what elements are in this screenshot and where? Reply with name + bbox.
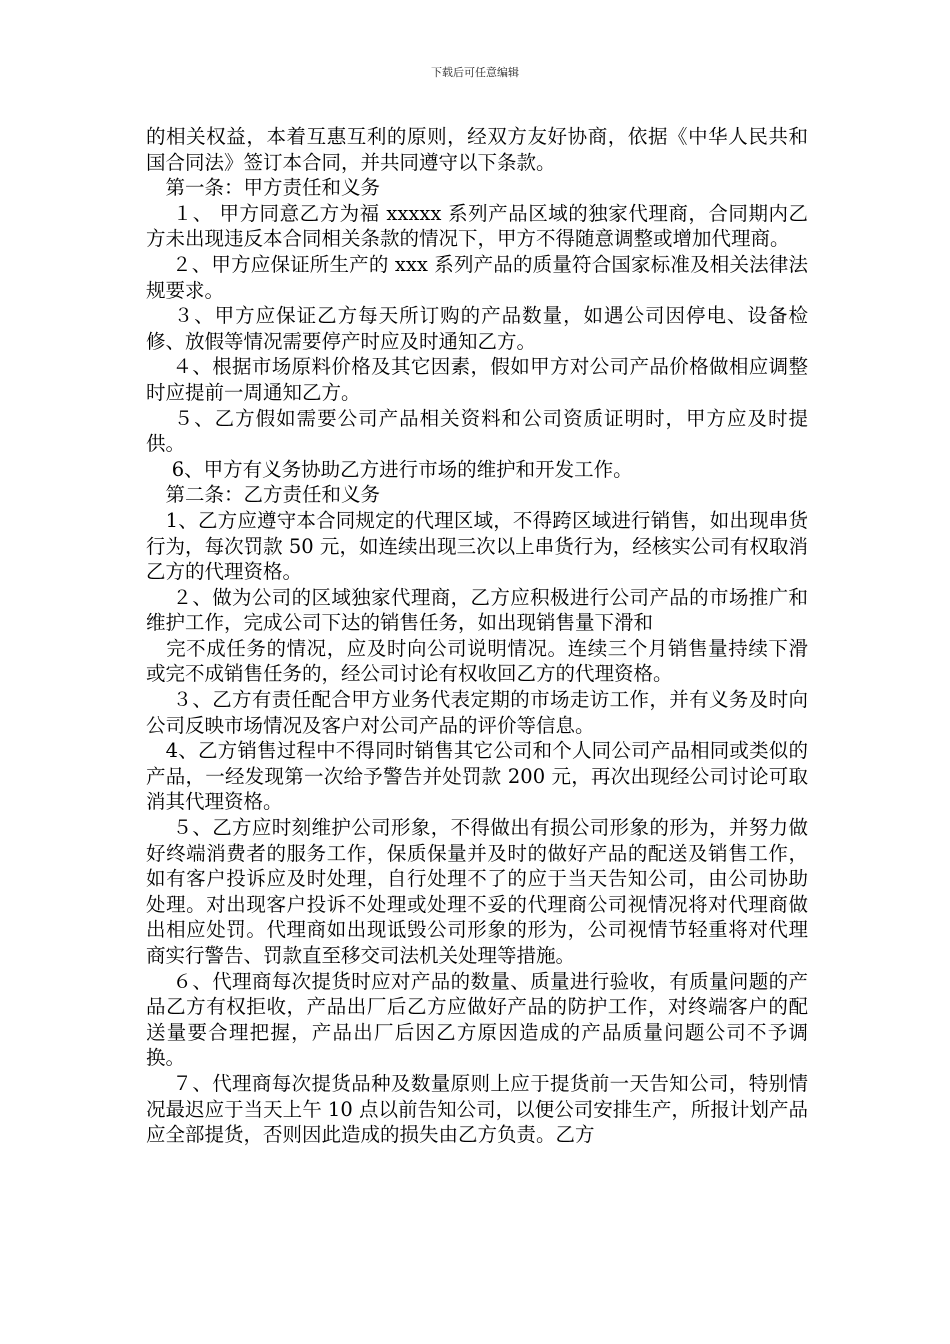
clause-b-1: 1、乙方应遵守本合同规定的代理区域，不得跨区域进行销售，如出现串货行为，每次罚款 50 元，如连续出现三次以上串货行为，经核实公司有权取消乙方的代理资格。 bbox=[146, 508, 808, 584]
clause-b-3: ３、乙方有责任配合甲方业务代表定期的市场走访工作，并有义务及时向公司反映市场情况及客户对公司产品的评价等信息。 bbox=[146, 688, 808, 737]
clause-a-6: 6、甲方有义务协助乙方进行市场的维护和开发工作。 bbox=[146, 457, 633, 481]
section-heading-party-a: 第一条：甲方责任和义务 bbox=[146, 176, 381, 200]
clause-a-5: ５、乙方假如需要公司产品相关资料和公司资质证明时，甲方应及时提供。 bbox=[146, 406, 808, 456]
clause-a-3: ３、甲方应保证乙方每天所订购的产品数量，如遇公司因停电、设备检修、放假等情况需要停产时应及时通知乙方。 bbox=[146, 304, 808, 353]
clause-b-2: ２、做为公司的区域独家代理商，乙方应积极进行公司产品的市场推广和维护工作，完成公司下达的销售任务，如出现销售量下滑和 bbox=[146, 585, 808, 635]
clause-b-2-cont: 完不成任务的情况，应及时向公司说明情况。连续三个月销售量持续下滑或完不成销售任务的，经公司讨论有权收回乙方的代理资格。 bbox=[146, 636, 808, 686]
clause-b-6: ６、代理商每次提货时应对产品的数量、质量进行验收，有质量问题的产品乙方有权拒收，产品出厂后乙方应做好产品的防护工作，对终端客户的配送量要合理把握，产品出厂后因乙方原因造成的产品质量问题公司不予调换。 bbox=[146, 969, 808, 1070]
clause-b-4: 4、乙方销售过程中不得同时销售其它公司和个人同公司产品相同或类似的产品，一经发现第一次给予警告并处罚款 200 元，再次出现经公司讨论可取消其代理资格。 bbox=[146, 739, 808, 814]
clause-b-7: ７、代理商每次提货品种及数量原则上应于提货前一天告知公司，特别情况最迟应于当天上午 10 点以前告知公司，以便公司安排生产，所报计划产品应全部提货，否则因此造成的损失由乙方负责。乙方 bbox=[146, 1071, 808, 1147]
paragraph-intro: 的相关权益，本着互惠互利的原则，经双方友好协商，依据《中华人民共和国合同法》签订本合同，并共同遵守以下条款。 bbox=[146, 125, 808, 174]
section-heading-party-b: 第二条：乙方责任和义务 bbox=[146, 483, 381, 507]
contract-body bbox=[146, 124, 808, 1148]
clause-b-5: ５、乙方应时刻维护公司形象，不得做出有损公司形象的形为，并努力做好终端消费者的服务工作，保质保量并及时的做好产品的配送及销售工作，如有客户投诉应及时处理，自行处理不了的应于当天告知公司，由公司协助处理。对出现客户投诉不处理或处理不妥的代理商公司视情况将对代理商做出相应处罚。代理商如出现诋毁公司形象的形为，公司视情节轻重将对代理商实行警告、罚款直至移交司法机关处理等措施。 bbox=[146, 816, 808, 967]
clause-a-1: １、 甲方同意乙方为福 xxxxx 系列产品区域的独家代理商，合同期内乙方未出现违反本合同相关条款的情况下，甲方不得随意调整或增加代理商。 bbox=[146, 201, 808, 251]
clause-a-4: ４、根据市场原料价格及其它因素，假如甲方对公司产品价格做相应调整时应提前一周通知乙方。 bbox=[146, 355, 808, 404]
clause-a-2: ２、甲方应保证所生产的 xxx 系列产品的质量符合国家标准及相关法律法规要求。 bbox=[146, 252, 808, 302]
page-header: 下载后可任意编辑 bbox=[431, 66, 519, 79]
